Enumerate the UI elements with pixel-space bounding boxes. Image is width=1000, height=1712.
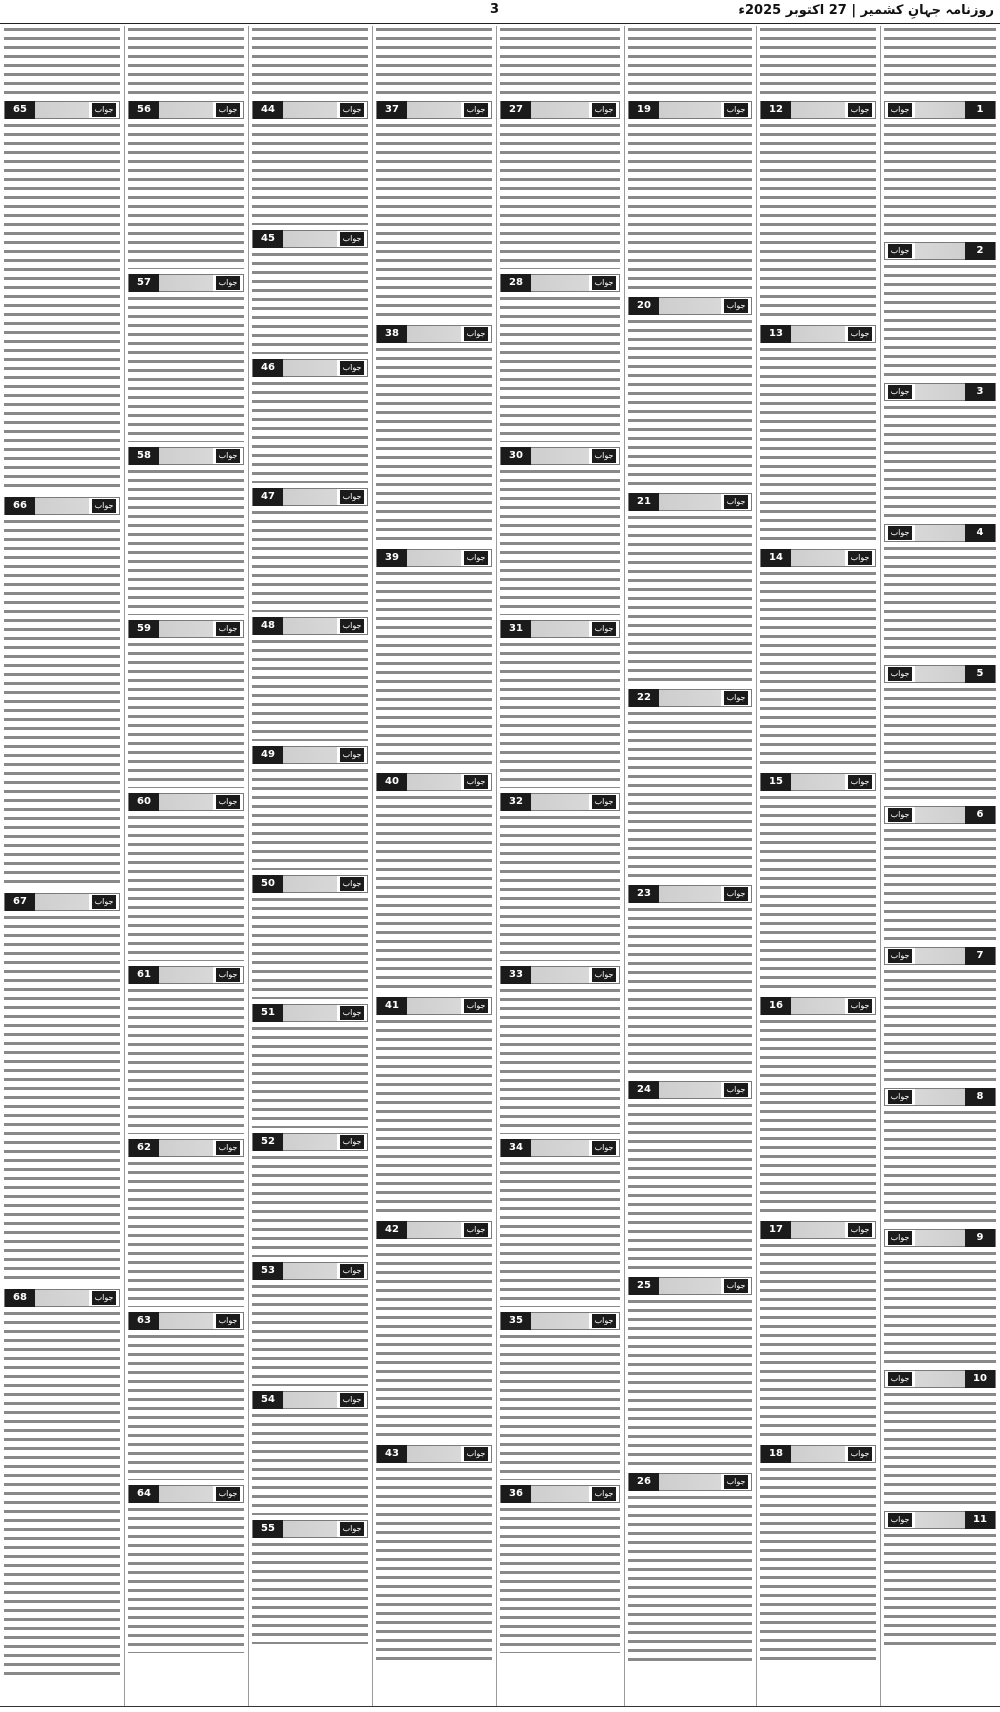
answer-text <box>884 263 996 378</box>
question-label: جواب <box>848 1447 872 1461</box>
question-number: 14 <box>761 549 791 567</box>
question-header <box>252 1391 368 1409</box>
bottom-rule <box>0 1706 1000 1707</box>
answer-text <box>500 468 620 615</box>
question-header <box>376 997 492 1015</box>
question-header <box>760 101 876 119</box>
question-number: 56 <box>129 101 159 119</box>
answer-text <box>500 1506 620 1653</box>
question-header <box>760 773 876 791</box>
question-number: 39 <box>377 549 407 567</box>
question-label: جواب <box>848 775 872 789</box>
question-label: جواب <box>592 1141 616 1155</box>
question-header <box>128 620 244 638</box>
question-number: 40 <box>377 773 407 791</box>
question-header <box>628 885 752 903</box>
question-number: 42 <box>377 1221 407 1239</box>
question-label: جواب <box>340 1393 364 1407</box>
answer-text <box>884 1250 996 1365</box>
question-label: جواب <box>888 103 912 117</box>
question-label: جواب <box>340 361 364 375</box>
question-number: 60 <box>129 793 159 811</box>
question-number: 4 <box>965 524 995 542</box>
question-header <box>884 1370 996 1388</box>
question-number: 1 <box>965 101 995 119</box>
answer-text <box>760 570 876 768</box>
answer-text <box>884 827 996 942</box>
question-label: جواب <box>216 449 240 463</box>
question-header <box>128 1485 244 1503</box>
answer-text <box>628 906 752 1076</box>
column-divider <box>372 26 373 1706</box>
question-number: 26 <box>629 1473 659 1491</box>
question-label: جواب <box>724 1475 748 1489</box>
question-header <box>628 1081 752 1099</box>
answer-text <box>252 380 368 483</box>
question-label: جواب <box>464 551 488 565</box>
question-number: 21 <box>629 493 659 511</box>
answer-text <box>884 686 996 801</box>
question-label: جواب <box>464 999 488 1013</box>
question-label: جواب <box>216 795 240 809</box>
question-label: جواب <box>888 808 912 822</box>
answer-text <box>128 295 244 442</box>
answer-text <box>128 468 244 615</box>
question-number: 37 <box>377 101 407 119</box>
question-label: جواب <box>724 299 748 313</box>
question-label: جواب <box>216 622 240 636</box>
answer-text <box>252 767 368 870</box>
column-divider <box>756 26 757 1706</box>
question-number: 36 <box>501 1485 531 1503</box>
question-header <box>376 325 492 343</box>
question-label: جواب <box>340 748 364 762</box>
column-5 <box>376 26 492 1706</box>
answer-text <box>252 638 368 741</box>
question-number: 11 <box>965 1511 995 1529</box>
answer-text <box>376 1242 492 1440</box>
question-number: 58 <box>129 447 159 465</box>
question-header <box>376 1445 492 1463</box>
question-label: جواب <box>592 1314 616 1328</box>
question-header <box>628 1473 752 1491</box>
question-header <box>500 1485 620 1503</box>
question-header <box>884 242 996 260</box>
question-header <box>500 274 620 292</box>
question-number: 66 <box>5 497 35 515</box>
question-label: جواب <box>464 103 488 117</box>
question-header <box>884 101 996 119</box>
question-header <box>500 1139 620 1157</box>
question-header <box>760 1445 876 1463</box>
question-header <box>252 101 368 119</box>
answer-text <box>628 318 752 488</box>
question-label: جواب <box>216 276 240 290</box>
answer-text <box>760 1018 876 1216</box>
question-label: جواب <box>92 103 116 117</box>
answer-text <box>128 122 244 269</box>
question-label: جواب <box>724 691 748 705</box>
question-label: جواب <box>888 1513 912 1527</box>
answer-text <box>128 1333 244 1480</box>
question-number: 45 <box>253 230 283 248</box>
answer-text <box>376 1018 492 1216</box>
column-7 <box>128 26 244 1706</box>
question-number: 25 <box>629 1277 659 1295</box>
question-header <box>252 1004 368 1022</box>
question-label: جواب <box>888 526 912 540</box>
answer-text <box>500 1160 620 1307</box>
question-label: جواب <box>340 1135 364 1149</box>
question-number: 3 <box>965 383 995 401</box>
question-label: جواب <box>888 385 912 399</box>
question-number: 57 <box>129 274 159 292</box>
question-header <box>252 359 368 377</box>
question-label: جواب <box>464 1447 488 1461</box>
question-number: 9 <box>965 1229 995 1247</box>
answer-text <box>128 641 244 788</box>
question-number: 61 <box>129 966 159 984</box>
question-header <box>884 383 996 401</box>
question-header <box>128 101 244 119</box>
question-number: 16 <box>761 997 791 1015</box>
answer-text <box>252 1541 368 1644</box>
column-2 <box>760 26 876 1706</box>
answer-text <box>128 987 244 1134</box>
question-number: 24 <box>629 1081 659 1099</box>
question-number: 49 <box>253 746 283 764</box>
answer-text <box>128 814 244 961</box>
question-number: 27 <box>501 101 531 119</box>
question-label: جواب <box>848 103 872 117</box>
answer-text <box>376 570 492 768</box>
question-number: 23 <box>629 885 659 903</box>
answer-text <box>376 122 492 320</box>
question-label: جواب <box>888 667 912 681</box>
question-label: جواب <box>340 1006 364 1020</box>
question-number: 28 <box>501 274 531 292</box>
question-header <box>376 549 492 567</box>
question-header <box>628 689 752 707</box>
masthead <box>0 0 1000 24</box>
question-label: جواب <box>592 795 616 809</box>
answer-text <box>884 968 996 1083</box>
question-header <box>500 793 620 811</box>
page-number: 3 <box>490 2 500 17</box>
question-header <box>760 1221 876 1239</box>
question-header <box>628 297 752 315</box>
answer-text <box>760 346 876 544</box>
question-label: جواب <box>464 775 488 789</box>
question-number: 53 <box>253 1262 283 1280</box>
question-label: جواب <box>724 1083 748 1097</box>
question-header <box>128 1139 244 1157</box>
question-number: 12 <box>761 101 791 119</box>
question-number: 17 <box>761 1221 791 1239</box>
column-8 <box>4 26 120 1706</box>
question-label: جواب <box>92 499 116 513</box>
question-number: 18 <box>761 1445 791 1463</box>
question-number: 68 <box>5 1289 35 1307</box>
question-number: 48 <box>253 617 283 635</box>
column-text <box>376 26 492 96</box>
answer-text <box>760 1466 876 1664</box>
question-header <box>884 665 996 683</box>
column-divider <box>880 26 881 1706</box>
question-number: 62 <box>129 1139 159 1157</box>
answer-text <box>760 794 876 992</box>
answer-text <box>884 1109 996 1224</box>
question-label: جواب <box>216 1314 240 1328</box>
answer-text <box>884 1391 996 1506</box>
question-number: 67 <box>5 893 35 911</box>
question-header <box>376 773 492 791</box>
question-number: 20 <box>629 297 659 315</box>
question-number: 6 <box>965 806 995 824</box>
question-number: 22 <box>629 689 659 707</box>
question-header <box>128 1312 244 1330</box>
question-header <box>884 947 996 965</box>
question-number: 33 <box>501 966 531 984</box>
question-label: جواب <box>592 622 616 636</box>
question-label: جواب <box>216 103 240 117</box>
question-number: 30 <box>501 447 531 465</box>
question-number: 44 <box>253 101 283 119</box>
question-label: جواب <box>848 551 872 565</box>
column-divider <box>124 26 125 1706</box>
question-header <box>376 101 492 119</box>
question-number: 52 <box>253 1133 283 1151</box>
question-number: 41 <box>377 997 407 1015</box>
answer-text <box>128 1160 244 1307</box>
question-header <box>4 497 120 515</box>
question-header <box>252 488 368 506</box>
question-header <box>252 1520 368 1538</box>
answer-text <box>376 794 492 992</box>
question-label: جواب <box>592 1487 616 1501</box>
question-header <box>884 524 996 542</box>
question-number: 32 <box>501 793 531 811</box>
question-number: 50 <box>253 875 283 893</box>
answer-text <box>252 251 368 354</box>
question-header <box>376 1221 492 1239</box>
answer-text <box>4 1310 120 1680</box>
question-label: جواب <box>92 895 116 909</box>
question-label: جواب <box>216 1487 240 1501</box>
answer-text <box>128 1506 244 1653</box>
question-header <box>884 806 996 824</box>
question-header <box>252 746 368 764</box>
column-text <box>252 26 368 96</box>
column-4 <box>500 26 620 1706</box>
question-label: جواب <box>888 244 912 258</box>
question-header <box>252 1262 368 1280</box>
question-number: 47 <box>253 488 283 506</box>
question-header <box>252 875 368 893</box>
answer-text <box>760 122 876 320</box>
question-label: جواب <box>92 1291 116 1305</box>
question-header <box>4 1289 120 1307</box>
answer-text <box>4 914 120 1284</box>
question-label: جواب <box>340 1522 364 1536</box>
question-label: جواب <box>888 949 912 963</box>
question-number: 34 <box>501 1139 531 1157</box>
question-number: 51 <box>253 1004 283 1022</box>
column-text <box>884 26 996 96</box>
answer-text <box>500 987 620 1134</box>
answer-text <box>628 514 752 684</box>
answer-text <box>500 122 620 269</box>
answer-text <box>760 1242 876 1440</box>
column-6 <box>252 26 368 1706</box>
question-label: جواب <box>848 999 872 1013</box>
question-label: جواب <box>216 1141 240 1155</box>
question-number: 59 <box>129 620 159 638</box>
question-label: جواب <box>340 232 364 246</box>
question-number: 63 <box>129 1312 159 1330</box>
question-label: جواب <box>724 103 748 117</box>
question-header <box>128 966 244 984</box>
question-number: 38 <box>377 325 407 343</box>
column-text <box>628 26 752 96</box>
question-label: جواب <box>888 1372 912 1386</box>
answer-text <box>376 1466 492 1664</box>
answer-text <box>884 122 996 237</box>
question-header <box>884 1229 996 1247</box>
question-number: 13 <box>761 325 791 343</box>
answer-text <box>252 896 368 999</box>
question-header <box>628 1277 752 1295</box>
question-label: جواب <box>592 449 616 463</box>
column-1 <box>884 26 996 1706</box>
question-header <box>884 1511 996 1529</box>
answer-text <box>252 122 368 225</box>
question-number: 7 <box>965 947 995 965</box>
question-header <box>760 325 876 343</box>
question-header <box>500 447 620 465</box>
question-header <box>500 966 620 984</box>
question-label: جواب <box>340 103 364 117</box>
column-text <box>760 26 876 96</box>
question-number: 65 <box>5 101 35 119</box>
column-divider <box>624 26 625 1706</box>
question-header <box>128 274 244 292</box>
question-header <box>128 447 244 465</box>
question-number: 64 <box>129 1485 159 1503</box>
answer-text <box>4 518 120 888</box>
question-label: جواب <box>724 495 748 509</box>
question-number: 46 <box>253 359 283 377</box>
question-header <box>4 101 120 119</box>
question-label: جواب <box>888 1090 912 1104</box>
answer-text <box>500 814 620 961</box>
question-label: جواب <box>592 968 616 982</box>
question-header <box>252 617 368 635</box>
answer-text <box>884 545 996 660</box>
column-divider <box>496 26 497 1706</box>
question-number: 5 <box>965 665 995 683</box>
question-label: جواب <box>592 103 616 117</box>
answer-text <box>252 1412 368 1515</box>
answer-text <box>252 1025 368 1128</box>
question-number: 10 <box>965 1370 995 1388</box>
question-header <box>628 493 752 511</box>
masthead-title: روزنامہ جہانِ کشمیر | 27 اکتوبر 2025ء <box>738 3 994 18</box>
question-label: جواب <box>340 1264 364 1278</box>
answer-text <box>628 1298 752 1468</box>
question-label: جواب <box>340 490 364 504</box>
question-number: 55 <box>253 1520 283 1538</box>
question-header <box>252 230 368 248</box>
question-number: 2 <box>965 242 995 260</box>
column-divider <box>248 26 249 1706</box>
answer-text <box>884 1532 996 1647</box>
answer-text <box>500 295 620 442</box>
question-number: 8 <box>965 1088 995 1106</box>
question-header <box>884 1088 996 1106</box>
question-label: جواب <box>724 1279 748 1293</box>
answer-text <box>628 1494 752 1664</box>
question-label: جواب <box>888 1231 912 1245</box>
answer-text <box>4 122 120 492</box>
answer-text <box>252 1154 368 1257</box>
question-header <box>500 620 620 638</box>
question-label: جواب <box>340 619 364 633</box>
question-header <box>628 101 752 119</box>
question-header <box>760 997 876 1015</box>
question-number: 35 <box>501 1312 531 1330</box>
question-number: 43 <box>377 1445 407 1463</box>
answer-text <box>628 122 752 292</box>
answer-text <box>252 509 368 612</box>
question-number: 19 <box>629 101 659 119</box>
question-label: جواب <box>464 327 488 341</box>
question-label: جواب <box>464 1223 488 1237</box>
question-label: جواب <box>848 327 872 341</box>
question-header <box>128 793 244 811</box>
question-header <box>500 101 620 119</box>
question-label: جواب <box>724 887 748 901</box>
question-header <box>4 893 120 911</box>
column-3 <box>628 26 752 1706</box>
question-header <box>500 1312 620 1330</box>
question-label: جواب <box>340 877 364 891</box>
question-number: 15 <box>761 773 791 791</box>
answer-text <box>376 346 492 544</box>
answer-text <box>628 1102 752 1272</box>
question-label: جواب <box>592 276 616 290</box>
question-number: 54 <box>253 1391 283 1409</box>
question-header <box>760 549 876 567</box>
column-text <box>500 26 620 96</box>
question-header <box>252 1133 368 1151</box>
answer-text <box>500 1333 620 1480</box>
answer-text <box>884 404 996 519</box>
question-number: 31 <box>501 620 531 638</box>
column-text <box>128 26 244 96</box>
answer-text <box>500 641 620 788</box>
answer-text <box>252 1283 368 1386</box>
question-label: جواب <box>848 1223 872 1237</box>
question-label: جواب <box>216 968 240 982</box>
column-text <box>4 26 120 96</box>
answer-text <box>628 710 752 880</box>
